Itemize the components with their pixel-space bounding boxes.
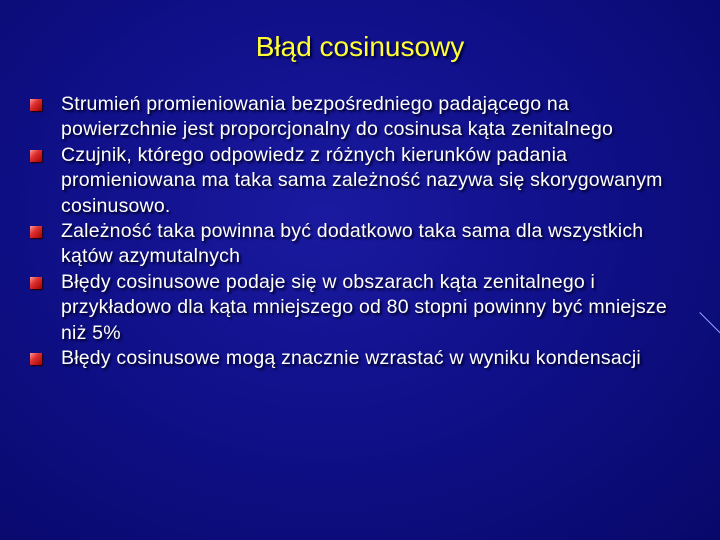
bullet-square-icon (30, 99, 42, 111)
bullet-text: Błędy cosinusowe mogą znacznie wzrastać w wyniku kondensacji (61, 347, 641, 370)
bullet-square-icon (30, 353, 42, 365)
bullet-list (30, 92, 670, 371)
bullet-text: Błędy cosinusowe podaje się w obszarach kąta zenitalnego i przykładowo dla kąta mniejszego od 80 stopni powinny być mniejsze niż 5% (61, 270, 667, 344)
bullet-item (30, 92, 670, 143)
bullet-square-icon (30, 277, 42, 289)
bullet-item (30, 270, 670, 346)
decorative-line (699, 312, 720, 335)
bullet-item (30, 219, 670, 270)
bullet-square-icon (30, 150, 42, 162)
bullet-text: Strumień promieniowania bezpośredniego padającego na powierzchnie jest proporcjonalny do cosinusa kąta zenitalnego (61, 93, 614, 141)
bullet-item (30, 346, 670, 371)
bullet-text: Czujnik, którego odpowiedz z różnych kierunków padania promieniowana ma taka sama zależność nazywa się skorygowanym cosinusowo. (61, 143, 663, 217)
slide-title: Błąd cosinusowy (255, 31, 465, 62)
bullet-text: Zależność taka powinna być dodatkowo taka sama dla wszystkich kątów azymutalnych (61, 220, 644, 268)
bullet-item (30, 143, 670, 219)
bullet-square-icon (30, 226, 42, 238)
